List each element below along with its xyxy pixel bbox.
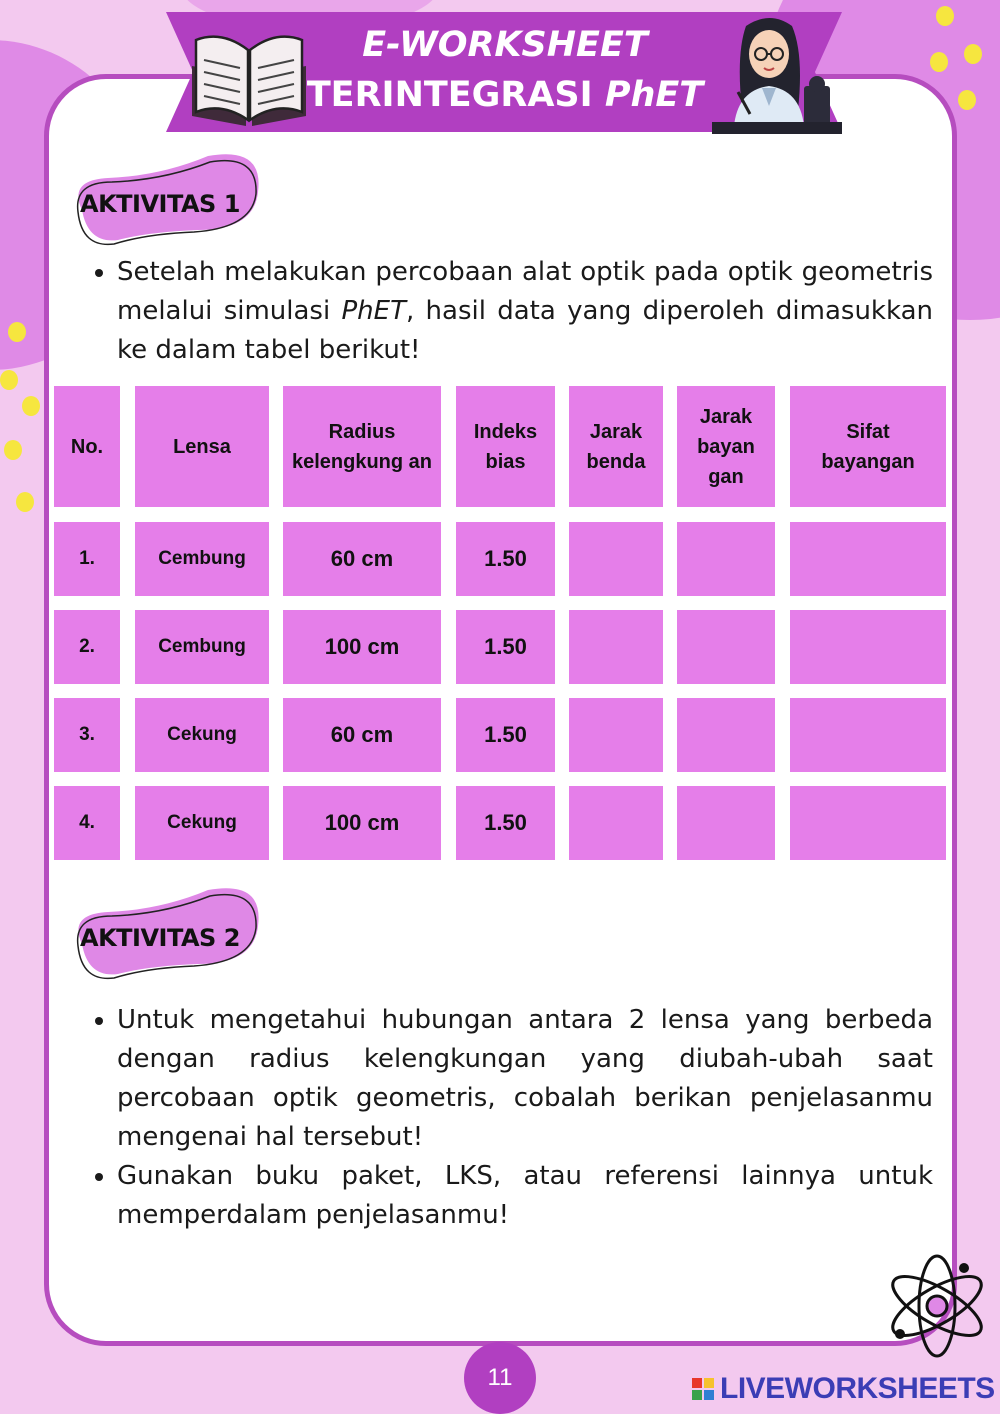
activity1-text-before: Setelah melakukan percobaan alat optik pada optik geometris melalui simulasi [117,257,933,326]
activity2-label: AKTIVITAS 2 [80,924,240,952]
table-cell-no: 3. [54,698,120,772]
table-cell-indeks: 1.50 [456,610,555,684]
decor-dot [8,322,26,342]
table-cell-indeks: 1.50 [456,522,555,596]
decor-dot [930,52,948,72]
activity1-tag [68,152,268,252]
activity2-tag [68,886,268,986]
decor-dot [22,396,40,416]
header-title-prefix: TERINTEGRASI [306,75,605,115]
decor-dot [936,6,954,26]
table-cell-jarak-benda-input[interactable] [569,522,663,596]
table-cell-jarak-bayangan-input[interactable] [677,522,775,596]
table-header-lensa: Lensa [135,386,269,507]
table-cell-sifat-input[interactable] [790,698,946,772]
table-cell-lensa: Cekung [135,698,269,772]
liveworksheets-text: LIVEWORKSHEETS [720,1372,995,1405]
table-cell-sifat-input[interactable] [790,522,946,596]
decor-dot [0,370,18,390]
activity2-bullet: • Gunakan buku paket, LKS, atau referensi lainnya untuk memperdalam penjelasanmu! [117,1157,933,1235]
header-title-italic: PhET [604,75,704,115]
table-cell-radius: 60 cm [283,522,441,596]
table-header-indeks: Indeks bias [456,386,555,507]
decor-dot [4,440,22,460]
table-cell-radius: 100 cm [283,786,441,860]
header-title-line1: E-WORKSHEET [362,25,648,65]
activity1-text-italic: PhET [341,296,406,326]
table-cell-lensa: Cekung [135,786,269,860]
book-icon [186,30,312,130]
table-cell-lensa: Cembung [135,610,269,684]
table-cell-jarak-benda-input[interactable] [569,698,663,772]
table-cell-radius: 60 cm [283,698,441,772]
table-cell-jarak-bayangan-input[interactable] [677,698,775,772]
table-cell-no: 4. [54,786,120,860]
table-cell-sifat-input[interactable] [790,610,946,684]
activity1-bullet [117,253,933,370]
table-cell-sifat-input[interactable] [790,786,946,860]
activity1-label: AKTIVITAS 1 [80,190,240,218]
table-cell-no: 2. [54,610,120,684]
atom-icon [882,1244,992,1364]
table-cell-jarak-bayangan-input[interactable] [677,610,775,684]
table-cell-jarak-benda-input[interactable] [569,610,663,684]
decor-dot [964,44,982,64]
table-header-jarak-benda: Jarak benda [569,386,663,507]
table-header-sifat: Sifat bayangan [790,386,946,507]
table-header-radius: Radius kelengkung an [283,386,441,507]
table-cell-indeks: 1.50 [456,786,555,860]
activity2-instructions [85,1001,933,1235]
page-number-badge: 11 [464,1342,536,1414]
liveworksheets-brand [692,1372,995,1406]
decor-dot [16,492,34,512]
table-header-jarak-bayangan: Jarak bayan gan [677,386,775,507]
table-header-no: No. [54,386,120,507]
table-cell-radius: 100 cm [283,610,441,684]
table-cell-lensa: Cembung [135,522,269,596]
decor-dot [958,90,976,110]
table-cell-jarak-benda-input[interactable] [569,786,663,860]
activity1-instructions [85,253,933,370]
table-cell-no: 1. [54,522,120,596]
table-cell-jarak-bayangan-input[interactable] [677,786,775,860]
liveworksheets-logo-icon [692,1378,714,1400]
header-title-line2 [290,74,720,116]
table-cell-indeks: 1.50 [456,698,555,772]
activity1-text-after: , hasil data yang diperoleh dimasukkan ke dalam tabel berikut! [117,296,934,365]
activity2-bullet: • Untuk mengetahui hubungan antara 2 lensa yang berbeda dengan radius kelengkungan yang diubah-ubah saat percobaan optik geometris, cobalah berikan penjelasanmu mengenai hal tersebut! [117,1001,933,1157]
scientist-illustration [712,14,842,134]
